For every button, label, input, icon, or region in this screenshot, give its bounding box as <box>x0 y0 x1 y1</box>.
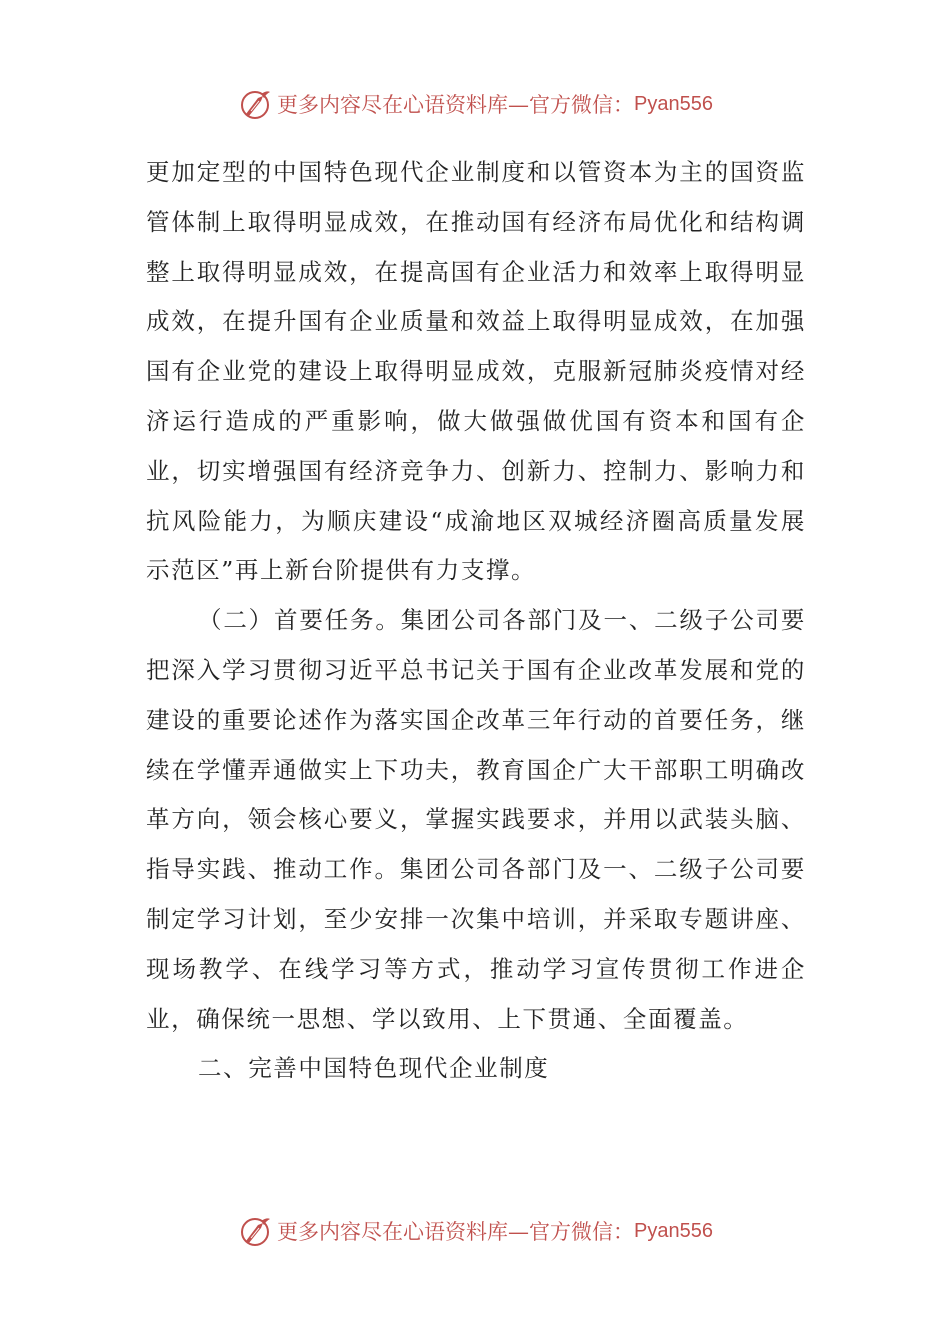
header-banner <box>0 84 950 124</box>
banner-brand-text: 更多内容尽在心语资料库— <box>277 1220 530 1244</box>
banner-wechat-id: Pyan556 <box>634 1219 713 1242</box>
banner-wechat-id: Pyan556 <box>634 92 713 115</box>
pen-nib-logo-icon <box>237 1213 273 1249</box>
footer-banner <box>0 1211 950 1251</box>
document-body <box>146 148 806 1094</box>
pen-nib-logo-icon <box>237 86 273 122</box>
banner-wechat-label: 官方微信： <box>529 93 635 117</box>
paragraph-1: 更加定型的中国特色现代企业制度和以管资本为主的国资监管体制上取得明显成效，在推动国有经济布局优化和结构调整上取得明显成效，在提高国有企业活力和效率上取得明显成效，在提升国有企业质量和效益上取得明显成效，在加强国有企业党的建设上取得明显成效，克服新冠肺炎疫情对经济运行造成的严重影响，做大做强做优国有资本和国有企业，切实增强国有经济竞争力、创新力、控制力、影响力和抗风险能力，为顺庆建设“成渝地区双城经济圈高质量发展示范区”再上新台阶提供有力支撑。 <box>146 158 806 585</box>
paragraph-2: （二）首要任务。集团公司各部门及一、二级子公司要把深入学习贯彻习近平总书记关于国有企业改革发展和党的建设的重要论述作为落实国企改革三年行动的首要任务，继续在学懂弄通做实上下功夫，教育国企广大干部职工明确改革方向，领会核心要义，掌握实践要求，并用以武装头脑、指导实践、推动工作。集团公司各部门及一、二级子公司要制定学习计划，至少安排一次集中培训，并采取专题讲座、现场教学、在线学习等方式，推动学习宣传贯彻工作进企业，确保统一思想、学以致用、上下贯通、全面覆盖。 <box>146 606 806 1033</box>
banner-brand-text: 更多内容尽在心语资料库— <box>277 93 530 117</box>
section-heading: 二、完善中国特色现代企业制度 <box>198 1054 550 1083</box>
banner-wechat-label: 官方微信： <box>529 1220 635 1244</box>
